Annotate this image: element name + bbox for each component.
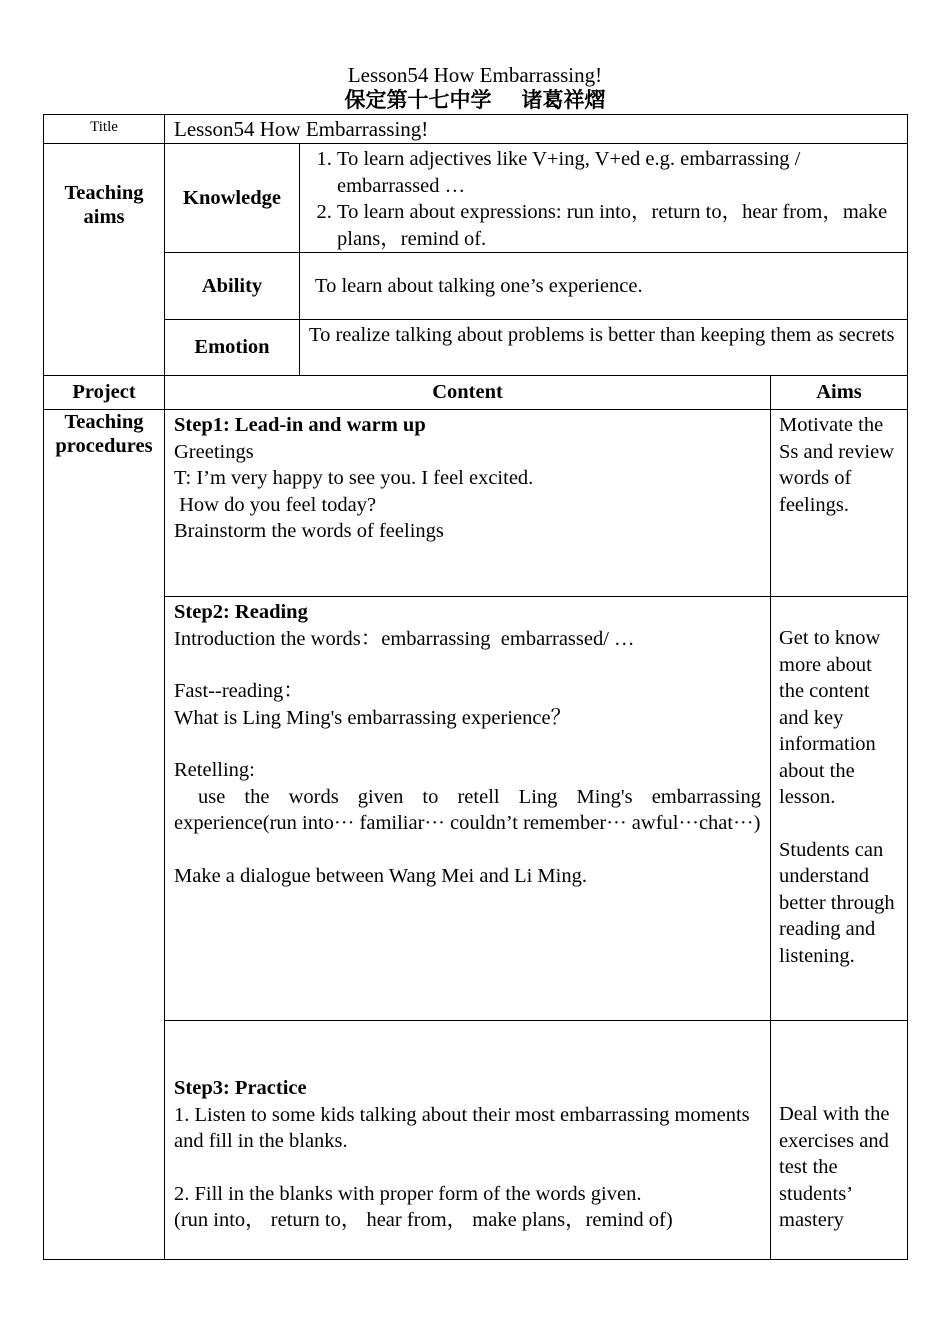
- ability-label: Ability: [165, 253, 300, 320]
- step3-word-list: (run into， return to， hear from， make plans，remind of): [174, 1209, 673, 1231]
- lesson-plan-table: [43, 114, 908, 1260]
- step2-heading: Step2: Reading: [174, 601, 308, 623]
- project-header: Project: [44, 376, 165, 410]
- step1-content: [165, 410, 771, 597]
- school-teacher-line: [0, 88, 950, 112]
- knowledge-item: 1. To learn adjectives like V+ing, V+ed e.g. embarrassing / embarrassed …: [337, 146, 898, 199]
- step3-aim: Deal with the exercises and test the students’ mastery: [779, 1103, 890, 1231]
- teacher-name: 诸葛祥熠: [521, 88, 606, 112]
- step3-item: 2. Fill in the blanks with proper form of the words given.: [174, 1182, 642, 1205]
- column-header-row: [44, 376, 908, 410]
- content-header: Content: [165, 376, 771, 410]
- lesson-title: Lesson54 How Embarrassing!: [347, 63, 603, 87]
- step1-line: Brainstorm the words of feelings: [174, 520, 444, 542]
- knowledge-item: 2. To learn about expressions: run into，return to，hear from，make plans，remind of.: [337, 199, 898, 252]
- school-name: 保定第十七中学: [344, 88, 492, 112]
- step1-line: T: I’m very happy to see you. I feel excited.: [174, 467, 534, 489]
- step1-aim: Motivate the Ss and review words of feelings.: [771, 410, 908, 597]
- title-label: Title: [44, 115, 165, 144]
- step1-heading: Step1: Lead-in and warm up: [174, 414, 426, 436]
- step3-content: [165, 1021, 771, 1260]
- teaching-procedures-label: Teaching procedures: [44, 410, 165, 1260]
- aims-header: Aims: [771, 376, 908, 410]
- step2-content: [165, 597, 771, 1021]
- step2-aim: Students can understand better through reading and listening.: [779, 838, 895, 967]
- ability-row: [44, 253, 908, 320]
- knowledge-row: [44, 144, 908, 253]
- step2-retelling-text: use the words given to retell Ling Ming's embarrassing experience(run into··· familiar··· couldn’t remember··· awful···chat···): [174, 785, 761, 834]
- step1-line: Greetings: [174, 440, 254, 463]
- step2-aim: Get to know more about the content and key information about the lesson.: [779, 627, 881, 808]
- step2-retelling: Retelling:: [174, 759, 255, 781]
- emotion-row: [44, 320, 908, 376]
- step1-row: [44, 410, 908, 597]
- document-header: [0, 62, 950, 112]
- step3-aims: [771, 1021, 908, 1260]
- emotion-label: Emotion: [165, 320, 300, 376]
- title-value: Lesson54 How Embarrassing!: [165, 115, 908, 144]
- step2-dialogue: Make a dialogue between Wang Mei and Li Ming.: [174, 864, 587, 887]
- step2-row: [44, 597, 908, 1021]
- step3-heading: Step3: Practice: [174, 1077, 307, 1099]
- step1-line: How do you feel today?: [174, 493, 377, 516]
- emotion-value: To realize talking about problems is better than keeping them as secrets: [300, 320, 908, 376]
- teaching-aims-label: Teaching aims: [44, 144, 165, 376]
- knowledge-label: Knowledge: [165, 144, 300, 253]
- knowledge-list: [300, 146, 898, 252]
- step2-aims: [771, 597, 908, 1021]
- step2-intro: Introduction the words：embarrassing embarrassed/ …: [174, 627, 635, 650]
- title-row: [44, 115, 908, 144]
- ability-value: To learn about talking one’s experience.: [300, 253, 908, 320]
- step2-question: What is Ling Ming's embarrassing experience？: [174, 706, 572, 729]
- step3-item: 1. Listen to some kids talking about their most embarrassing moments and fill in the blanks.: [174, 1103, 750, 1152]
- knowledge-cell: [300, 144, 908, 253]
- step3-row: [44, 1021, 908, 1260]
- step2-fast-reading: Fast--reading：: [174, 680, 304, 702]
